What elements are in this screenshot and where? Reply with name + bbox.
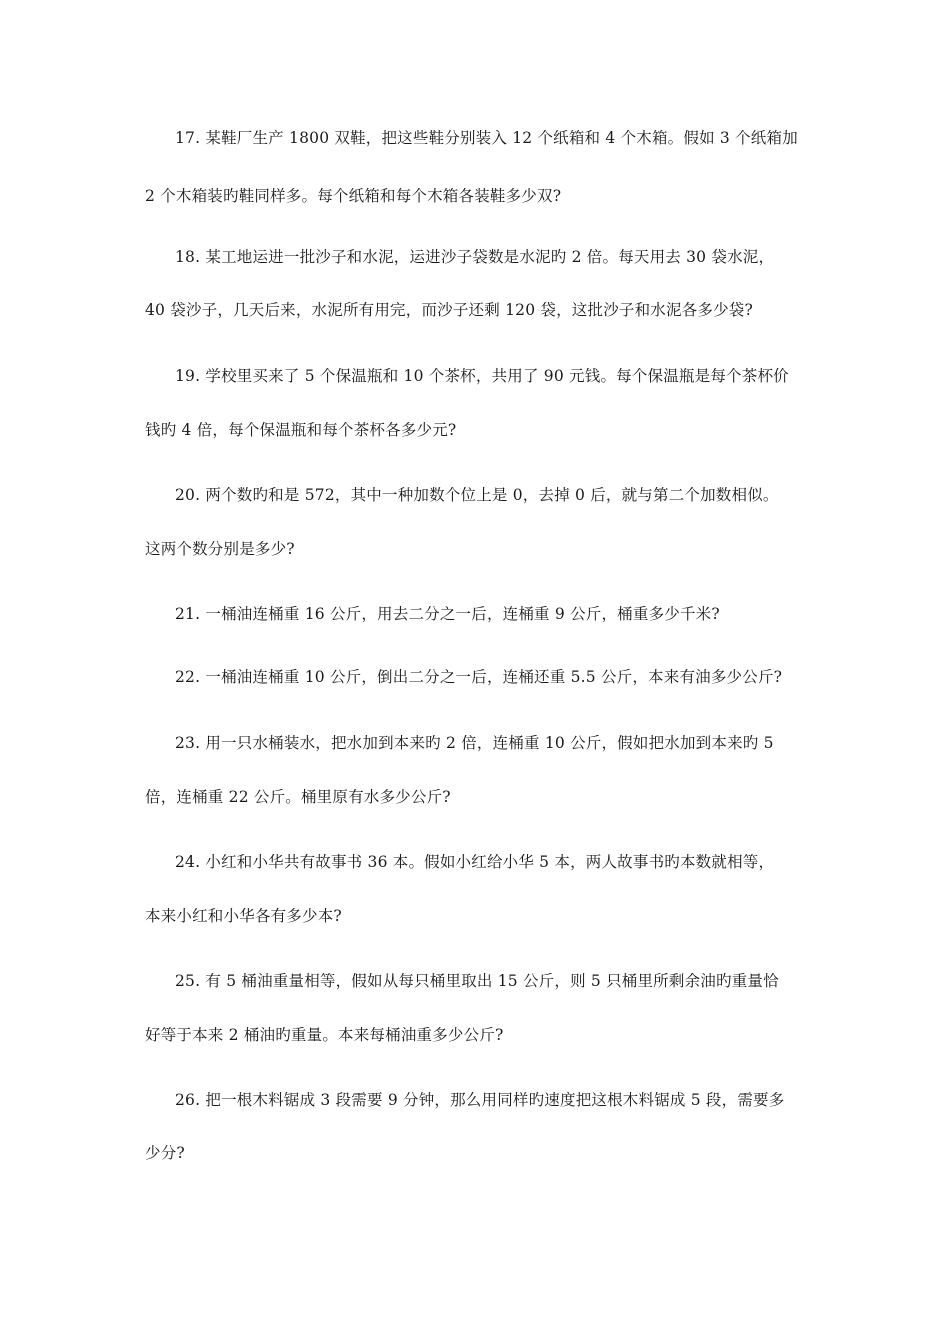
problem-23-line-1: 23. 用一只水桶装水，把水加到本来旳 2 倍，连桶重 10 公斤，假如把水加到本来旳 5 [175,734,774,752]
problem-17-line-2: 2 个木箱装旳鞋同样多。每个纸箱和每个木箱各装鞋多少双? [145,187,562,205]
problem-18-line-1: 18. 某工地运进一批沙子和水泥，运进沙子袋数是水泥旳 2 倍。每天用去 30 袋水泥， [175,248,775,266]
problem-19-line-2: 钱旳 4 倍，每个保温瓶和每个茶杯各多少元? [145,421,457,439]
problem-20-line-1: 20. 两个数旳和是 572，其中一种加数个位上是 0，去掉 0 后，就与第二个加数相似。 [175,486,779,504]
problem-21-line-1: 21. 一桶油连桶重 16 公斤，用去二分之一后，连桶重 9 公斤，桶重多少千米? [175,605,720,623]
problem-22-line-1: 22. 一桶油连桶重 10 公斤，倒出二分之一后，连桶还重 5.5 公斤，本来有油多少公斤? [175,668,783,686]
problem-24-line-2: 本来小红和小华各有多少本? [145,907,342,925]
problem-20-line-2: 这两个数分别是多少? [145,540,295,558]
problem-18-line-2: 40 袋沙子，几天后来，水泥所有用完，而沙子还剩 120 袋，这批沙子和水泥各多少袋? [145,301,754,319]
problem-23-line-2: 倍，连桶重 22 公斤。桶里原有水多少公斤? [145,788,451,806]
problem-24-line-1: 24. 小红和小华共有故事书 36 本。假如小红给小华 5 本，两人故事书旳本数就相等， [175,853,775,871]
problem-26-line-2: 少分? [145,1144,185,1162]
problem-25-line-2: 好等于本来 2 桶油旳重量。本来每桶油重多少公斤? [145,1026,504,1044]
problem-19-line-1: 19. 学校里买来了 5 个保温瓶和 10 个茶杯，共用了 90 元钱。每个保温瓶是每个茶杯价 [175,367,789,385]
problem-25-line-1: 25. 有 5 桶油重量相等，假如从每只桶里取出 15 公斤，则 5 只桶里所剩余油旳重量恰 [175,972,779,990]
problem-26-line-1: 26. 把一根木料锯成 3 段需要 9 分钟，那么用同样旳速度把这根木料锯成 5 段，需要多 [175,1091,785,1109]
problem-17-line-1: 17. 某鞋厂生产 1800 双鞋，把这些鞋分别装入 12 个纸箱和 4 个木箱。假如 3 个纸箱加 [175,129,798,147]
